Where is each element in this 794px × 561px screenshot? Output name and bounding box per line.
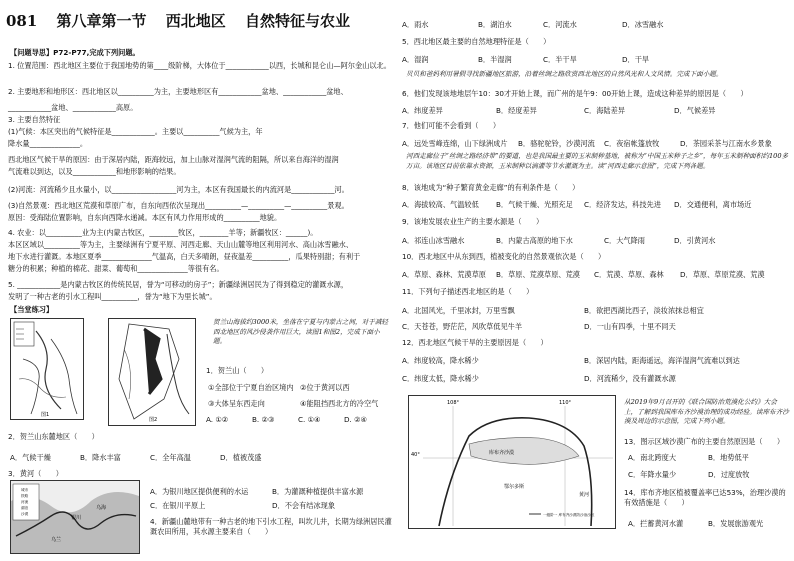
- figure-1-drawing: [11, 319, 83, 419]
- map-legend-city: 城市: [21, 488, 29, 492]
- reading-passage: 河西走廊位于“丝绸之路经济带”的要道，也是我国最主要的玉米制种基地，被称为“中国玉米种子之乡”，每年玉米制种面积约100多万亩。该地区目前依靠水资源，玉米制种以滴灌等节水灌溉为主。读“河西走廊示意图”，完成下列各题。: [406, 152, 789, 170]
- question-text: 5. ____________是内蒙古牧区的传统民居，誉为“可移动的房子”；新疆绿洲居民为了得到稳定的灌溉水源，: [8, 280, 349, 289]
- section-heading: 【问题导思】P72-P77,完成下列问题。: [10, 48, 140, 57]
- answer-choice[interactable]: A．草原、森林、荒漠草原: [402, 270, 486, 279]
- answer-choice[interactable]: D．河流稀少，没有灌溉水源: [584, 374, 676, 383]
- question-stem: 6．他们发现该地地层午10：30才开始上课，而广州的是午9：00开始上课，造成这种差异的原因是（ ）: [402, 89, 748, 98]
- map-city-label: 乌兰: [51, 537, 62, 543]
- answer-choice[interactable]: A．纬度较高，降水稀少: [402, 356, 479, 365]
- answer-choice[interactable]: B．湖泊水: [478, 20, 512, 29]
- answer-choice[interactable]: D．交通便利，离市场近: [674, 200, 752, 209]
- answer-choice[interactable]: B．为灌溉种植提供丰富水源: [272, 487, 364, 496]
- question-stem: 13．图示区域沙漠广布的主要自然原因是（ ）: [624, 437, 785, 446]
- question-text: 2. 主要地形和地形区：西北地区以__________为主，主要地形区有____________盆地、____________盆地、: [8, 87, 348, 96]
- answer-choice[interactable]: B．地势低平: [708, 453, 749, 462]
- answer-choice[interactable]: A．祁连山冰雪融水: [402, 236, 465, 245]
- region-label: 西北地区: [165, 12, 226, 30]
- figure-2-map: [108, 318, 196, 426]
- question-text: 气流难以到达，以及____________和地形影响的结果。: [8, 167, 181, 176]
- question-text: 原因：受海陆位置影响，自东向西降水递减。本区有风力作用形成的__________地貌。: [8, 213, 282, 222]
- answer-choice[interactable]: D．冰雪融水: [622, 20, 664, 29]
- question-text: 西北地区气候干旱的原因：由于深居内陆，距海较远，加上山脉对湿润气流的阻隔，所以来自海洋的湿润: [8, 155, 339, 164]
- answer-choice[interactable]: C．半干旱: [543, 55, 577, 64]
- map-legend-river: 河流: [21, 500, 29, 504]
- answer-choice[interactable]: C．海陆差异: [584, 106, 625, 115]
- question-stem: 5．西北地区最主要的自然地理特征是（ ）: [402, 37, 551, 46]
- answer-choice[interactable]: C．经济发达，科技先进: [584, 200, 661, 209]
- answer-choice[interactable]: B．气候干燥、光照充足: [496, 200, 573, 209]
- answer-choice[interactable]: D．干旱: [622, 55, 650, 64]
- page-title: [6, 10, 364, 31]
- figure-1-map: [10, 318, 84, 420]
- answer-choice[interactable]: A．北国风光，千里冰封，万里雪飘: [402, 306, 515, 315]
- answer-choice[interactable]: D．气候差异: [674, 106, 716, 115]
- question-text: 4. 农业：以__________业为主(内蒙古牧区，________牧区，________羊等；新疆牧区：______)。: [8, 228, 318, 237]
- answer-choice[interactable]: D．引黄河水: [674, 236, 716, 245]
- map-city-label: 银川: [71, 515, 82, 521]
- answer-choice[interactable]: D．草原、草原荒漠、荒漠: [680, 270, 765, 279]
- question-stem: 10．西北地区中从东到西，植被变化的自然景观依次是（ ）: [402, 252, 606, 261]
- answer-choice[interactable]: B．经度差异: [496, 106, 537, 115]
- chapter-label: 第八章第一节: [56, 12, 147, 30]
- reading-passage: 从2019年9月召开的《联合国防治荒漠化公约》大会上，了解到我国库布齐沙漠治理的成功经验。读库布齐沙漠及周边的示意图，完成下列小题。: [624, 398, 789, 425]
- question-stem: 1．贺兰山（ ）: [206, 366, 269, 375]
- answer-choice[interactable]: C．年降水量少: [628, 470, 677, 479]
- yellow-river-map: [10, 480, 140, 554]
- answer-choice[interactable]: B. ②③: [252, 415, 275, 424]
- map-city-label: 乌海: [96, 505, 107, 511]
- yellow-river-drawing: [11, 481, 139, 553]
- answer-choice[interactable]: C．天苍苍，野茫茫，风吹草低见牛羊: [402, 322, 523, 331]
- answer-choice[interactable]: A．气候干燥: [10, 453, 51, 462]
- answer-choice[interactable]: B．内蒙古高原的地下水: [496, 236, 573, 245]
- answer-choice[interactable]: C．全年高温: [150, 453, 191, 462]
- topic-label: 自然特征与农业: [245, 12, 351, 30]
- right-column: [398, 0, 794, 561]
- answer-choice[interactable]: A．南北跨度大: [628, 453, 677, 462]
- option-statement[interactable]: ②位于黄河以西: [300, 383, 350, 392]
- question-stem: 8．该地成为“种子繁育黄金走廊”的有利条件是（ ）: [402, 183, 580, 192]
- map-legend-lake: 湖泊: [21, 506, 29, 510]
- question-text: 3. 主要自然特征: [8, 115, 61, 124]
- map-desert-label: 库布齐沙漠: [489, 450, 515, 456]
- question-stem: 4．新疆山麓地带有一种古老的地下引水工程，叫坎儿井，长期为绿洲居民灌溉农田所用，其水源主要来自（ ）: [150, 517, 392, 536]
- figure-2-drawing: [109, 319, 195, 425]
- answer-choice[interactable]: B．草原、荒漠草原、荒漠: [496, 270, 580, 279]
- answer-choice[interactable]: D．过度放牧: [708, 470, 750, 479]
- question-text: 降水量______________。: [8, 139, 88, 148]
- answer-choice[interactable]: D. ②④: [344, 415, 367, 424]
- answer-choice[interactable]: A．拦蓄黄河水灌: [628, 519, 684, 528]
- option-statement[interactable]: ①全部位于宁夏自治区境内: [208, 383, 294, 392]
- map-legend-desert: 沙漠: [21, 512, 29, 516]
- answer-choice[interactable]: B．发展旅游观光: [708, 519, 764, 528]
- answer-choice[interactable]: B．半湿润: [478, 55, 512, 64]
- answer-choice[interactable]: A．雨水: [402, 20, 429, 29]
- answer-choice[interactable]: A．为银川地区提供便利的水运: [150, 487, 249, 496]
- map-river-label: 黄河: [579, 492, 590, 498]
- question-stem: 14．库布齐地区植被覆盖率已达53%，治理沙漠的有效措施是（ ）: [624, 488, 786, 507]
- reading-passage: 贺兰山海拔约3000米，坐落在宁夏与内蒙古之间，对于减轻西北地区的风沙侵袭作用巨大，读图1和图2，完成下面小题。: [213, 318, 389, 345]
- section-heading: 【当堂练习】: [10, 305, 54, 314]
- question-text: 1. 位置范围：西北地区主要位于我国地势的第____级阶梯，大体位于____________以西，长城和昆仑山—阿尔金山以北。: [8, 61, 391, 70]
- answer-choice[interactable]: D．不会有结冰现象: [272, 501, 336, 510]
- map-longitude-label: 108°: [447, 400, 460, 406]
- question-text: (1)气候：本区突出的气候特征是____________。主要以__________气候为主，年: [8, 127, 263, 136]
- map-longitude-label: 110°: [559, 400, 572, 406]
- question-text: 地下水进行灌溉。本地区夏季______________气温高，白天多晴朗，昼夜温差__________，瓜果特别甜；有利于: [8, 252, 361, 261]
- answer-choice[interactable]: C．河流水: [543, 20, 577, 29]
- answer-choice[interactable]: D．茶园采茶与江南水乡景象: [680, 139, 772, 148]
- map-city-label: 鄂尔多斯: [504, 484, 525, 490]
- answer-choice[interactable]: D．一山有四季，十里不同天: [584, 322, 676, 331]
- answer-choice[interactable]: A．海拔较高、气温较低: [402, 200, 479, 209]
- question-text: 发明了一种古老的引水工程叫__________，誉为“地下为里长城”。: [8, 292, 217, 301]
- question-stem: 2．贺兰山东麓地区（ ）: [8, 432, 99, 441]
- question-stem: 11．下列句子描述西北地区的是（ ）: [402, 287, 534, 296]
- question-text: 糖分的积累；种植的棉花、甜菜、葡萄和______________等很有名。: [8, 264, 224, 273]
- kubuqi-map-drawing: [409, 396, 615, 528]
- answer-choice[interactable]: A. ①②: [206, 415, 229, 424]
- worksheet-number: 081: [6, 12, 38, 30]
- map-legend-railway: 铁路: [21, 494, 29, 498]
- answer-choice[interactable]: B．骆驼驼铃，沙漠河流: [518, 139, 595, 148]
- figure-2-caption: 图2: [149, 417, 158, 423]
- answer-choice[interactable]: D．植被茂盛: [220, 453, 262, 462]
- answer-choice[interactable]: B．降水丰富: [80, 453, 121, 462]
- question-text: (2)河流：河流稀少且水量小，以__________________河为主，本区有我国最长的内流河是____________河。: [8, 185, 349, 194]
- answer-choice[interactable]: C．荒漠、草原、森林: [594, 270, 664, 279]
- answer-choice[interactable]: C．在银川平原上: [150, 501, 206, 510]
- option-statement[interactable]: ③大体呈东西走向: [208, 399, 265, 408]
- figure-1-caption: 图1: [41, 412, 50, 418]
- kubuqi-desert-map: [408, 395, 616, 529]
- answer-choice[interactable]: A．湿润: [402, 55, 429, 64]
- answer-choice[interactable]: B．欲把西湖比西子，淡妆浓抹总相宜: [584, 306, 704, 315]
- answer-choice[interactable]: A．纬度差异: [402, 106, 443, 115]
- question-stem: 3．黄河（ ）: [8, 469, 63, 478]
- answer-choice[interactable]: C．纬度太低，降水稀少: [402, 374, 479, 383]
- answer-choice[interactable]: B．深居内陆，距海遥远，海洋湿润气流难以到达: [584, 356, 740, 365]
- map-legend-text: 一级阶一 库布齐沙漠防沙治沙区: [543, 513, 595, 517]
- answer-choice[interactable]: C. ①④: [298, 415, 321, 424]
- option-statement[interactable]: ④能阻挡西北方的冷空气: [300, 399, 379, 408]
- question-text: 本区区域以__________等为主，主要绿洲有宁夏平原、河西走廊、天山山麓等地区利用河水、高山冰雪融水、: [8, 240, 354, 249]
- answer-choice[interactable]: C．夜宿帐篷放牧: [604, 139, 660, 148]
- question-stem: 12．西北地区气候干旱的主要原因是（ ）: [402, 338, 548, 347]
- map-latitude-label: 40°: [411, 452, 420, 458]
- question-stem: 7．他们可能不会看到（ ）: [402, 121, 501, 130]
- reading-passage: 贝贝和爸妈利用暑假寻找新疆地区旅游，沿着丝绸之路欣赏西北地区的自然风光和人文风情。完成下面小题。: [406, 70, 723, 78]
- question-stem: 9．该地发展农业生产的主要水源是（ ）: [402, 217, 544, 226]
- answer-choice[interactable]: A．远处雪峰连绵，山下绿洲成片: [402, 139, 508, 148]
- question-text: ____________盆地、____________高原。: [8, 103, 138, 112]
- question-text: (3)自然景观：西北地区荒漠和草原广布，自东向西依次呈现出__________—__________—__________景观。: [8, 201, 349, 210]
- answer-choice[interactable]: C．大气降雨: [604, 236, 645, 245]
